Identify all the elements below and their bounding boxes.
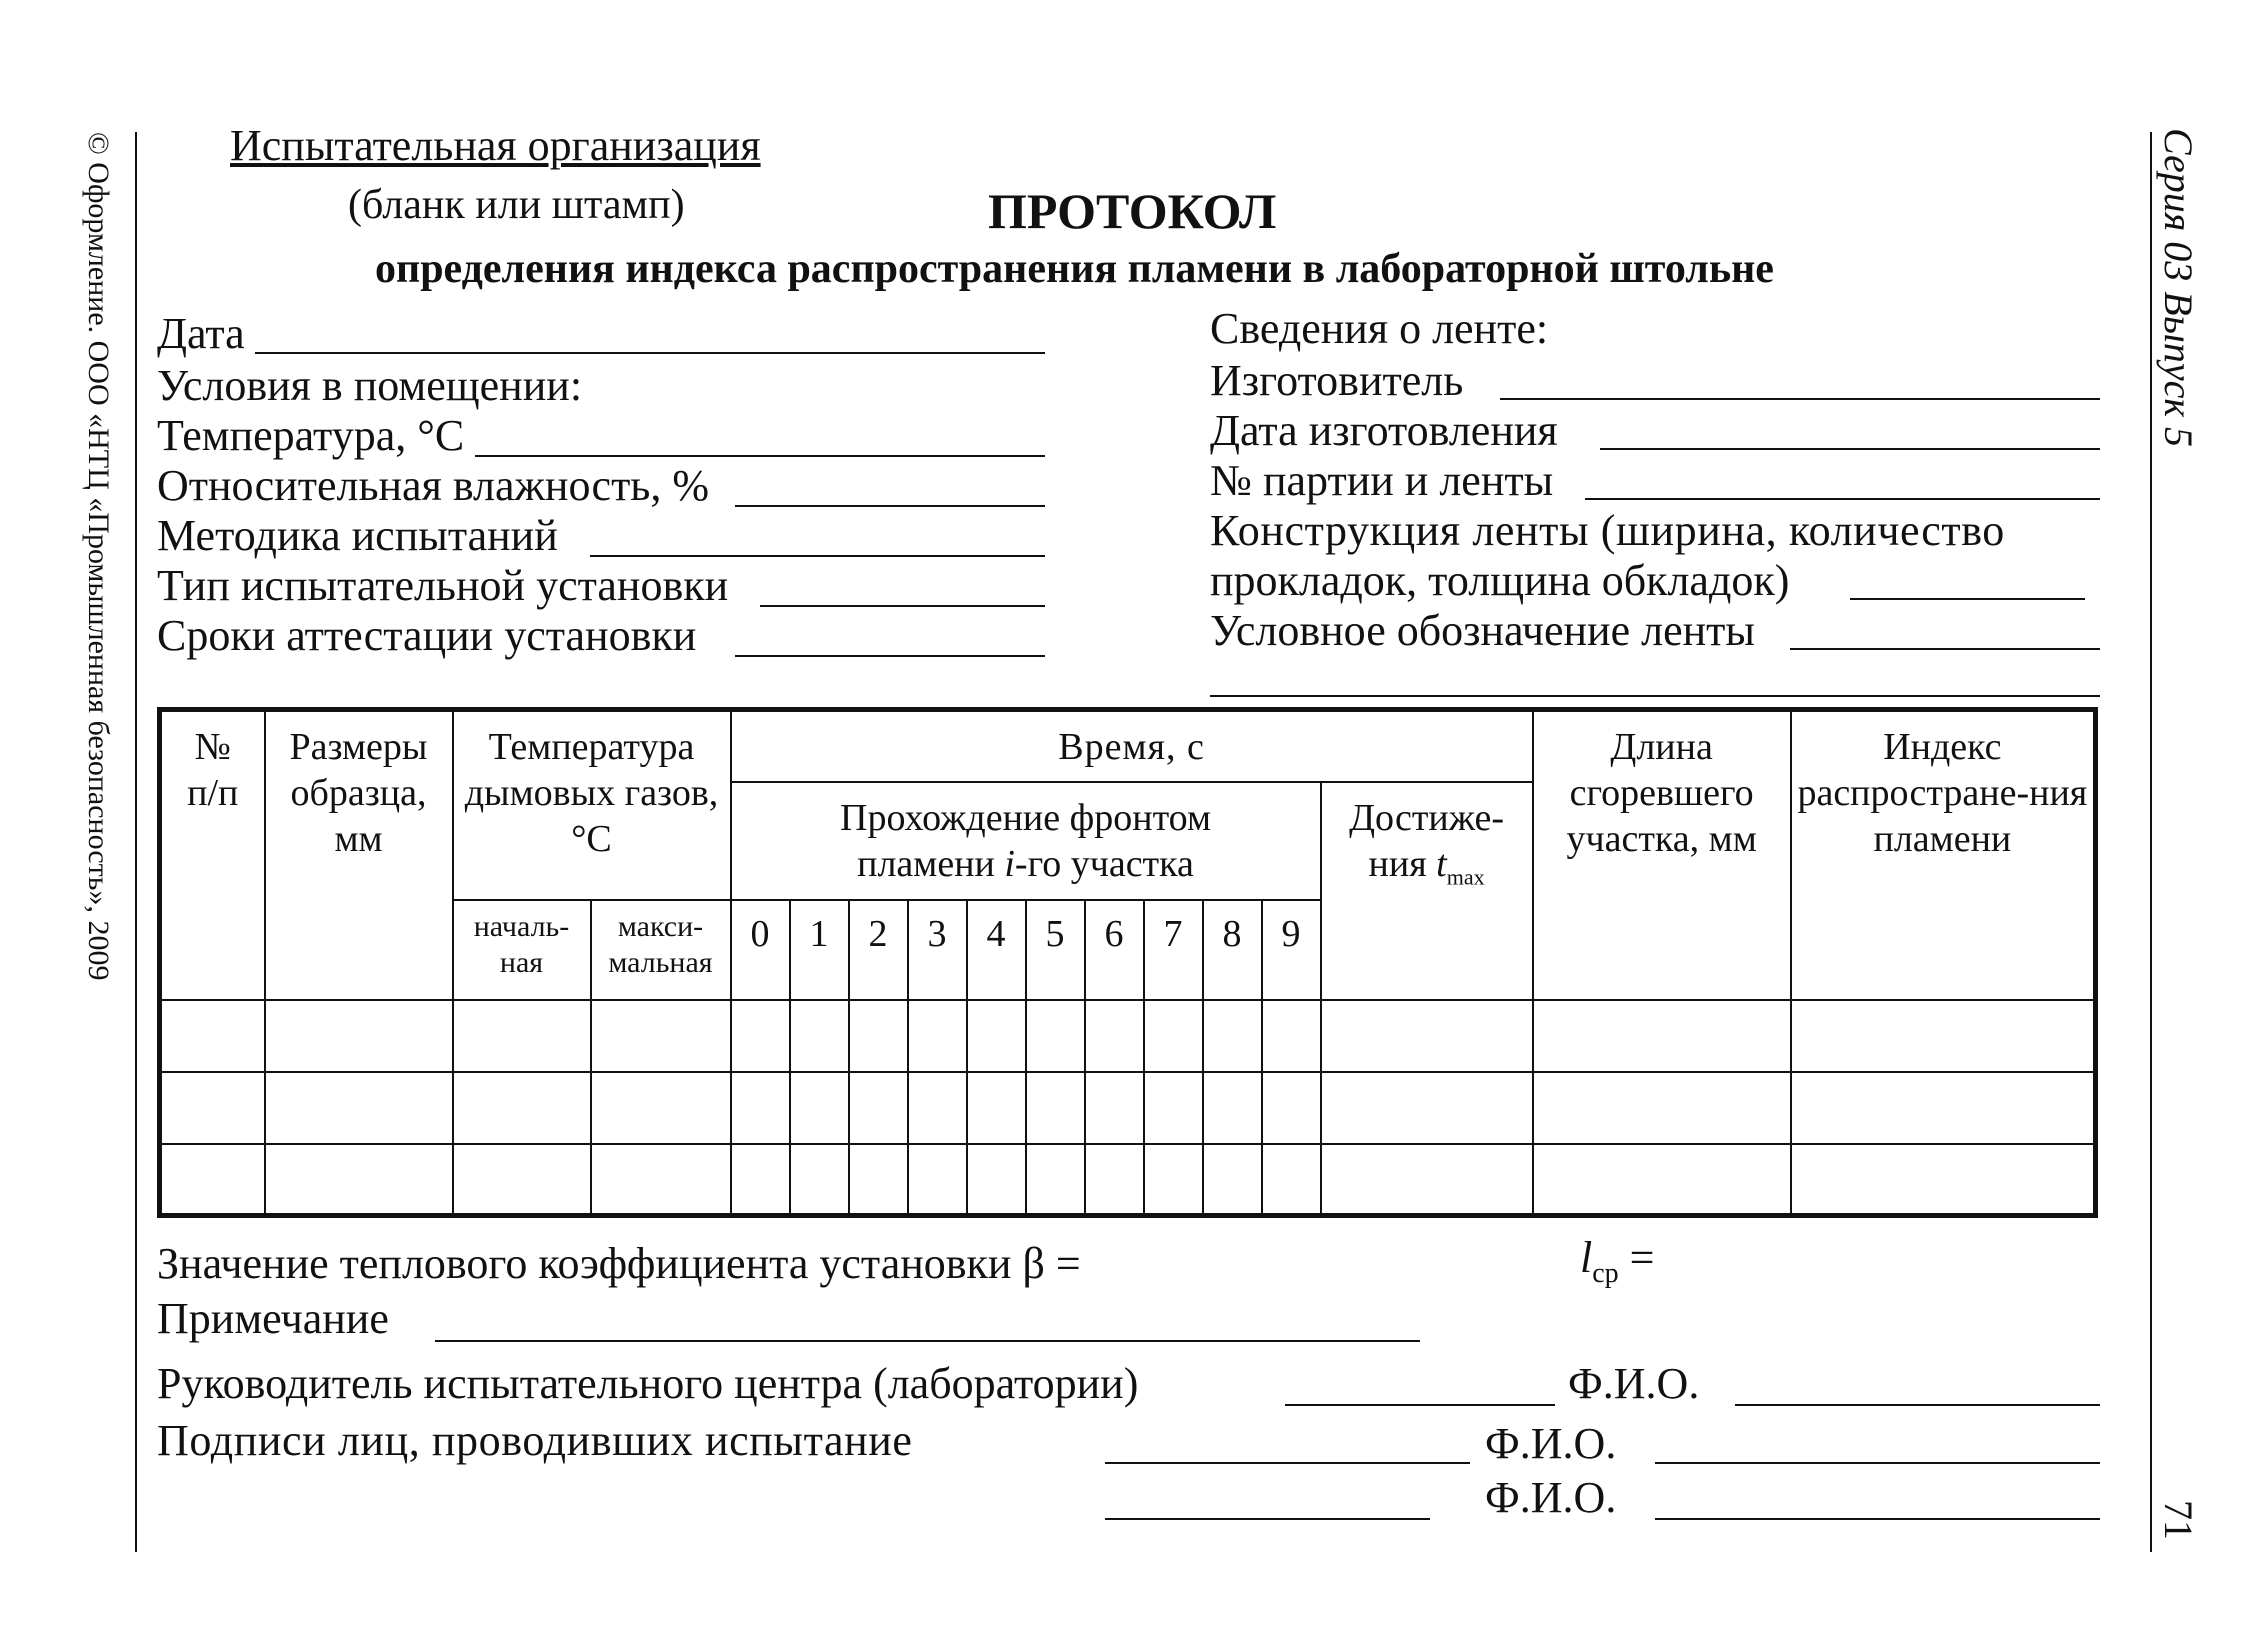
signature-line-2[interactable] <box>1105 1518 1430 1520</box>
note-label: Примечание <box>157 1294 389 1343</box>
belt-info-label: Сведения о ленте: <box>1210 304 1549 353</box>
table-row[interactable] <box>160 1144 2096 1216</box>
left-margin-rule <box>135 132 137 1552</box>
header-reach-nia: ния <box>1368 842 1437 885</box>
section-6: 6 <box>1085 900 1144 1000</box>
table-row[interactable] <box>160 1072 2096 1144</box>
page-number: 71 <box>2156 1500 2201 1540</box>
header-flame-index: Индекс распростране-ния пламени <box>1791 710 2096 1000</box>
fio-label-1: Ф.И.О. <box>1485 1419 1617 1468</box>
head-label: Руководитель испытательного центра (лаборатории) <box>157 1359 1139 1408</box>
right-margin-rule <box>2150 132 2152 1552</box>
header-sample-size: Размеры образца, мм <box>265 710 453 1000</box>
temperature-line[interactable] <box>475 455 1045 457</box>
construction-line[interactable] <box>1850 598 2085 600</box>
header-reach-sub: max <box>1446 864 1485 890</box>
table-row[interactable] <box>160 1000 2096 1072</box>
document-title: ПРОТОКОЛ <box>988 183 1277 239</box>
designation-line-2[interactable] <box>1210 695 2100 697</box>
header-temp-max: макси-мальная <box>591 900 731 1000</box>
section-5: 5 <box>1026 900 1085 1000</box>
header-burnt-length: Длина сгоревшего участка, мм <box>1533 710 1791 1000</box>
results-table <box>157 707 2098 1218</box>
section-4: 4 <box>967 900 1026 1000</box>
lcp-l: l <box>1580 1233 1593 1282</box>
batch-label: № партии и ленты <box>1210 456 1554 505</box>
header-front-passage-i: i <box>1004 842 1015 885</box>
testing-organization-label: Испытательная организация <box>230 121 761 170</box>
test-method-line[interactable] <box>590 555 1045 557</box>
certification-label: Сроки аттестации установки <box>157 611 697 660</box>
manufacture-date-line[interactable] <box>1600 448 2100 450</box>
header-time: Время, с <box>731 710 1533 782</box>
header-reach-line2 <box>1322 841 1532 901</box>
lcp-sub: ср <box>1592 1257 1619 1289</box>
header-front-passage-line2 <box>732 841 1320 887</box>
header-front-passage <box>731 782 1321 900</box>
header-front-passage-b: пламени <box>857 842 1005 885</box>
section-9: 9 <box>1262 900 1321 1000</box>
section-3: 3 <box>908 900 967 1000</box>
fio-line-2[interactable] <box>1655 1518 2100 1520</box>
certification-line[interactable] <box>735 655 1045 657</box>
section-0: 0 <box>731 900 790 1000</box>
header-number <box>160 710 265 1000</box>
beta-label: Значение теплового коэффициента установки β = <box>157 1239 1081 1288</box>
series-label: Серия 03 Выпуск 5 <box>2156 128 2201 448</box>
humidity-line[interactable] <box>735 505 1045 507</box>
header-reach-t: t <box>1436 842 1447 885</box>
fio-label-2: Ф.И.О. <box>1485 1473 1617 1522</box>
lcp-label <box>1580 1232 1655 1300</box>
stamp-label: (бланк или штамп) <box>348 182 685 228</box>
installation-type-label: Тип испытательной установки <box>157 561 729 610</box>
installation-type-line[interactable] <box>760 605 1045 607</box>
note-line[interactable] <box>435 1340 1420 1342</box>
manufacture-date-label: Дата изготовления <box>1210 406 1558 455</box>
header-gas-temperature: Температура дымовых газов, °С <box>453 710 731 900</box>
construction-label-2: прокладок, толщина обкладок) <box>1210 556 1790 605</box>
signature-line-1[interactable] <box>1105 1462 1470 1464</box>
header-front-passage-c: -го участка <box>1014 842 1194 885</box>
section-8: 8 <box>1203 900 1262 1000</box>
section-2: 2 <box>849 900 908 1000</box>
section-7: 7 <box>1144 900 1203 1000</box>
room-conditions-label: Условия в помещении: <box>157 361 583 410</box>
manufacturer-line[interactable] <box>1500 398 2100 400</box>
header-reach-line1: Достиже- <box>1349 796 1505 839</box>
manufacturer-label: Изготовитель <box>1210 356 1464 405</box>
header-reach <box>1321 782 1533 1000</box>
lcp-eq: = <box>1618 1233 1655 1282</box>
temperature-label: Температура, °С <box>157 411 465 460</box>
section-1: 1 <box>790 900 849 1000</box>
head-fio-line[interactable] <box>1735 1404 2100 1406</box>
date-line[interactable] <box>255 352 1045 354</box>
header-temp-initial: началь-ная <box>453 900 591 1000</box>
designation-label: Условное обозначение ленты <box>1210 606 1755 655</box>
header-number-sign: № <box>194 726 231 768</box>
humidity-label: Относительная влажность, % <box>157 461 710 510</box>
header-front-passage-line1: Прохождение фронтом <box>840 796 1211 839</box>
construction-label-1: Конструкция ленты (ширина, количество <box>1210 506 2005 555</box>
date-label: Дата <box>157 309 245 358</box>
test-method-label: Методика испытаний <box>157 511 558 560</box>
head-fio-label: Ф.И.О. <box>1568 1359 1700 1408</box>
header-number-pp: п/п <box>187 772 239 814</box>
fio-line-1[interactable] <box>1655 1462 2100 1464</box>
signatures-label: Подписи лиц, проводивших испытание <box>157 1416 913 1465</box>
batch-line[interactable] <box>1585 498 2100 500</box>
designation-line[interactable] <box>1790 648 2100 650</box>
head-signature-line[interactable] <box>1285 1404 1555 1406</box>
copyright-text: © Оформление. ООО «НТЦ «Промышленная безопасность», 2009 <box>82 132 115 981</box>
document-subtitle: определения индекса распространения пламени в лабораторной штольне <box>375 246 1774 292</box>
